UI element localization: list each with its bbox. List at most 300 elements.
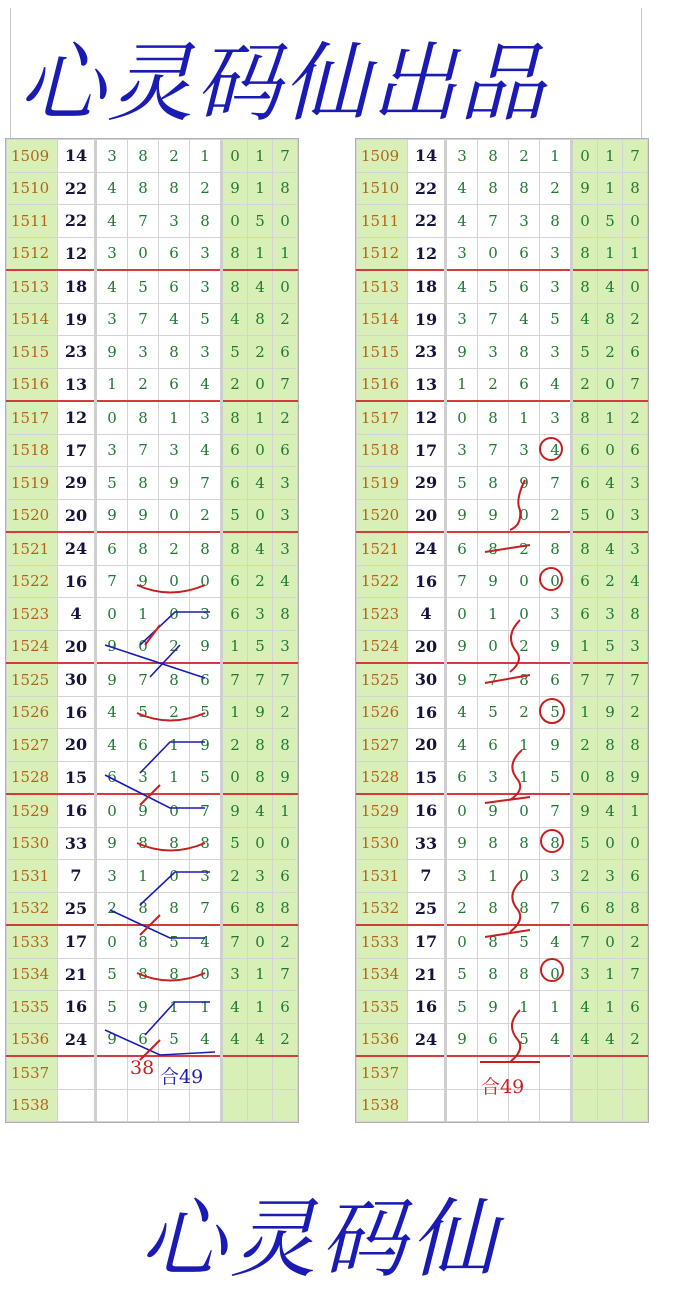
extra-cell: 9 <box>273 761 298 794</box>
extra-cell: 8 <box>222 401 248 434</box>
digit-cell: 0 <box>128 237 159 270</box>
red-arc-1534 <box>137 973 205 981</box>
digit-cell: 0 <box>159 860 190 893</box>
digit-cell: 7 <box>128 663 159 696</box>
digit-cell: 3 <box>446 237 478 270</box>
extra-cell: 0 <box>273 205 298 238</box>
extra-cell: 9 <box>222 794 248 827</box>
digit-cell: 8 <box>509 958 540 991</box>
extra-cell: 7 <box>273 140 298 173</box>
digit-cell: 9 <box>446 630 478 663</box>
digit-cell: 3 <box>540 401 572 434</box>
digit-cell: 9 <box>190 630 222 663</box>
extra-cell: 0 <box>222 205 248 238</box>
issue-cell: 1532 <box>357 892 408 925</box>
extra-cell: 6 <box>273 336 298 369</box>
extra-cell: 6 <box>572 434 598 467</box>
issue-cell: 1515 <box>357 336 408 369</box>
extra-cell: 2 <box>222 860 248 893</box>
digit-cell: 9 <box>446 827 478 860</box>
extra-cell: 1 <box>222 696 248 729</box>
extra-cell: 4 <box>222 1023 248 1056</box>
digit-cell: 9 <box>96 630 128 663</box>
extra-cell: 0 <box>623 827 648 860</box>
digit-cell: 2 <box>159 696 190 729</box>
extra-cell: 7 <box>623 140 648 173</box>
extra-cell: 8 <box>248 761 273 794</box>
extra-cell: 7 <box>598 663 623 696</box>
digit-cell: 5 <box>540 761 572 794</box>
digit-cell: 7 <box>540 892 572 925</box>
extra-cell: 7 <box>623 368 648 401</box>
extra-cell: 6 <box>623 336 648 369</box>
digit-cell: 9 <box>446 499 478 532</box>
digit-cell: 6 <box>159 237 190 270</box>
sum-cell: 19 <box>58 303 96 336</box>
digit-cell: 9 <box>128 991 159 1024</box>
extra-cell: 8 <box>222 237 248 270</box>
extra-cell: 1 <box>572 696 598 729</box>
digit-cell: 9 <box>128 565 159 598</box>
digit-cell: 8 <box>128 140 159 173</box>
digit-cell: 6 <box>509 237 540 270</box>
extra-cell: 4 <box>273 565 298 598</box>
sum-cell: 25 <box>58 892 96 925</box>
extra-cell: 8 <box>248 729 273 762</box>
sum-cell: 20 <box>58 630 96 663</box>
extra-cell: 8 <box>273 729 298 762</box>
digit-cell: 3 <box>509 434 540 467</box>
digit-cell: 8 <box>128 401 159 434</box>
digit-cell: 0 <box>446 794 478 827</box>
digit-cell: 9 <box>446 1023 478 1056</box>
digit-cell: 3 <box>446 434 478 467</box>
digit-cell: 3 <box>96 237 128 270</box>
extra-cell: 7 <box>222 663 248 696</box>
extra-cell: 5 <box>572 499 598 532</box>
red-curve-1535 <box>510 1010 520 1062</box>
digit-cell: 3 <box>190 401 222 434</box>
digit-cell: 8 <box>159 172 190 205</box>
digit-cell: 8 <box>128 827 159 860</box>
digit-cell: 3 <box>446 140 478 173</box>
extra-cell: 2 <box>623 925 648 958</box>
extra-cell: 1 <box>248 172 273 205</box>
extra-cell: 9 <box>598 696 623 729</box>
digit-cell: 7 <box>478 205 509 238</box>
digit-cell: 4 <box>540 368 572 401</box>
digit-cell: 1 <box>190 991 222 1024</box>
issue-cell: 1533 <box>7 925 58 958</box>
red-circle-1526 <box>540 699 564 723</box>
digit-cell: 1 <box>509 991 540 1024</box>
digit-cell: 2 <box>446 892 478 925</box>
extra-cell: 2 <box>598 565 623 598</box>
extra-cell: 4 <box>222 991 248 1024</box>
extra-cell: 1 <box>598 401 623 434</box>
digit-cell: 6 <box>540 663 572 696</box>
extra-cell: 1 <box>598 237 623 270</box>
extra-cell: 2 <box>623 696 648 729</box>
sum-cell: 22 <box>408 172 446 205</box>
sum-cell: 16 <box>58 565 96 598</box>
extra-cell: 9 <box>623 761 648 794</box>
sum-cell: 13 <box>408 368 446 401</box>
sum-cell: 22 <box>58 172 96 205</box>
extra-cell: 4 <box>572 1023 598 1056</box>
red-arc-1530 <box>137 843 205 851</box>
blue-line-1523 <box>140 612 210 645</box>
extra-cell: 7 <box>273 368 298 401</box>
sum-cell: 20 <box>58 729 96 762</box>
sum-cell: 17 <box>408 925 446 958</box>
extra-cell: 6 <box>572 467 598 500</box>
digit-cell: 8 <box>159 336 190 369</box>
sum-cell: 21 <box>58 958 96 991</box>
red-curve-1529 <box>485 797 530 803</box>
digit-cell: 7 <box>540 794 572 827</box>
sum-cell: 18 <box>58 270 96 303</box>
digit-cell: 8 <box>509 336 540 369</box>
sum-cell: 23 <box>408 336 446 369</box>
digit-cell: 3 <box>478 336 509 369</box>
digit-cell: 6 <box>509 368 540 401</box>
digit-cell: 0 <box>96 401 128 434</box>
digit-cell: 3 <box>190 336 222 369</box>
extra-cell: 4 <box>222 303 248 336</box>
digit-cell: 1 <box>96 368 128 401</box>
digit-cell: 4 <box>446 205 478 238</box>
digit-cell: 0 <box>159 794 190 827</box>
extra-cell: 0 <box>572 140 598 173</box>
issue-cell: 1520 <box>7 499 58 532</box>
digit-cell: 9 <box>159 467 190 500</box>
sum-cell: 20 <box>58 499 96 532</box>
issue-cell: 1516 <box>7 368 58 401</box>
left-blue-note: 合49 <box>160 1066 204 1088</box>
extra-cell: 5 <box>222 827 248 860</box>
digit-cell: 0 <box>446 925 478 958</box>
sum-cell: 22 <box>58 205 96 238</box>
digit-cell: 8 <box>540 205 572 238</box>
issue-cell: 1512 <box>357 237 408 270</box>
digit-cell: 7 <box>128 303 159 336</box>
extra-cell: 4 <box>598 532 623 565</box>
issue-cell: 1517 <box>7 401 58 434</box>
sum-cell: 7 <box>408 860 446 893</box>
digit-cell: 6 <box>128 1023 159 1056</box>
extra-cell: 1 <box>598 991 623 1024</box>
extra-cell: 6 <box>623 991 648 1024</box>
digit-cell: 9 <box>96 499 128 532</box>
issue-cell: 1511 <box>7 205 58 238</box>
sum-cell: 33 <box>408 827 446 860</box>
extra-cell: 7 <box>222 925 248 958</box>
sum-cell: 24 <box>408 1023 446 1056</box>
extra-cell: 8 <box>572 401 598 434</box>
digit-cell: 0 <box>509 794 540 827</box>
digit-cell: 9 <box>478 499 509 532</box>
sum-cell: 16 <box>408 794 446 827</box>
extra-cell: 7 <box>248 663 273 696</box>
digit-cell: 8 <box>478 140 509 173</box>
extra-cell: 0 <box>222 140 248 173</box>
extra-cell: 5 <box>222 499 248 532</box>
digit-cell: 3 <box>540 336 572 369</box>
extra-cell: 5 <box>598 205 623 238</box>
digit-cell: 0 <box>446 598 478 631</box>
extra-cell: 9 <box>572 794 598 827</box>
digit-cell: 7 <box>540 467 572 500</box>
sum-cell: 20 <box>408 630 446 663</box>
sum-cell: 16 <box>58 794 96 827</box>
digit-cell: 8 <box>540 827 572 860</box>
red-arc-1526 <box>137 713 205 721</box>
sum-cell: 13 <box>58 368 96 401</box>
digit-cell: 5 <box>96 991 128 1024</box>
extra-cell: 5 <box>248 630 273 663</box>
extra-cell: 9 <box>248 696 273 729</box>
digit-cell: 8 <box>509 663 540 696</box>
digit-cell: 3 <box>446 303 478 336</box>
sum-cell: 25 <box>408 892 446 925</box>
sum-cell: 24 <box>58 532 96 565</box>
digit-cell: 2 <box>509 696 540 729</box>
blue-line-1536 <box>105 1030 215 1055</box>
extra-cell: 3 <box>598 860 623 893</box>
digit-cell: 3 <box>159 205 190 238</box>
digit-cell: 2 <box>509 630 540 663</box>
digit-cell: 3 <box>190 237 222 270</box>
digit-cell: 8 <box>159 892 190 925</box>
sum-cell: 4 <box>408 598 446 631</box>
extra-cell: 1 <box>598 958 623 991</box>
issue-cell: 1516 <box>357 368 408 401</box>
issue-cell: 1524 <box>357 630 408 663</box>
red-circle-1530 <box>541 830 563 852</box>
extra-cell: 3 <box>273 532 298 565</box>
digit-cell: 1 <box>478 860 509 893</box>
digit-cell: 2 <box>478 368 509 401</box>
red-curve-1521 <box>485 545 530 552</box>
digit-cell: 5 <box>190 761 222 794</box>
digit-cell: 2 <box>190 499 222 532</box>
digit-cell: 9 <box>478 991 509 1024</box>
sum-cell: 17 <box>58 434 96 467</box>
extra-cell: 3 <box>273 499 298 532</box>
issue-cell: 1518 <box>357 434 408 467</box>
issue-cell: 1535 <box>7 991 58 1024</box>
extra-cell: 0 <box>623 205 648 238</box>
extra-cell: 1 <box>273 794 298 827</box>
digit-cell: 9 <box>446 663 478 696</box>
red-circle-1534 <box>541 959 563 981</box>
extra-cell: 2 <box>248 565 273 598</box>
digit-cell: 5 <box>478 696 509 729</box>
extra-cell: 3 <box>273 630 298 663</box>
issue-cell: 1528 <box>7 761 58 794</box>
extra-cell: 3 <box>598 598 623 631</box>
digit-cell: 4 <box>190 368 222 401</box>
extra-cell: 0 <box>598 368 623 401</box>
extra-cell: 1 <box>222 630 248 663</box>
issue-cell: 1521 <box>357 532 408 565</box>
digit-cell: 8 <box>128 958 159 991</box>
digit-cell: 1 <box>540 140 572 173</box>
digit-cell: 1 <box>159 761 190 794</box>
extra-cell: 8 <box>222 270 248 303</box>
extra-cell: 8 <box>273 892 298 925</box>
extra-cell: 6 <box>623 860 648 893</box>
issue-cell: 1527 <box>7 729 58 762</box>
digit-cell: 0 <box>478 630 509 663</box>
digit-cell: 2 <box>509 532 540 565</box>
digit-cell: 0 <box>540 565 572 598</box>
digit-cell: 8 <box>478 892 509 925</box>
extra-cell: 3 <box>572 958 598 991</box>
extra-cell: 4 <box>248 794 273 827</box>
sum-cell: 29 <box>408 467 446 500</box>
red-curve-1531 <box>510 880 522 932</box>
extra-cell: 1 <box>248 991 273 1024</box>
digit-cell: 5 <box>446 958 478 991</box>
digit-cell: 5 <box>540 303 572 336</box>
digit-cell: 4 <box>540 434 572 467</box>
digit-cell: 2 <box>128 368 159 401</box>
extra-cell: 4 <box>598 794 623 827</box>
sum-cell: 16 <box>58 991 96 1024</box>
sum-cell: 22 <box>408 205 446 238</box>
digit-cell: 6 <box>128 729 159 762</box>
digit-cell: 9 <box>509 467 540 500</box>
sum-cell: 19 <box>408 303 446 336</box>
issue-cell: 1537 <box>7 1056 58 1089</box>
extra-cell: 2 <box>572 368 598 401</box>
red-circle-1522 <box>540 568 562 590</box>
sum-cell: 24 <box>58 1023 96 1056</box>
issue-cell: 1523 <box>357 598 408 631</box>
red-curve-1527 <box>510 750 522 800</box>
right-red-note: 合49 <box>481 1076 525 1098</box>
issue-cell: 1530 <box>7 827 58 860</box>
digit-cell: 8 <box>478 958 509 991</box>
sum-cell: 12 <box>58 401 96 434</box>
extra-cell: 4 <box>248 270 273 303</box>
sum-cell: 12 <box>408 237 446 270</box>
extra-cell: 0 <box>572 761 598 794</box>
top-title: 心灵码仙出品 <box>19 34 547 134</box>
extra-cell: 5 <box>572 827 598 860</box>
sum-cell: 29 <box>58 467 96 500</box>
digit-cell: 8 <box>159 663 190 696</box>
extra-cell: 9 <box>572 172 598 205</box>
digit-cell: 1 <box>509 761 540 794</box>
extra-cell: 0 <box>273 270 298 303</box>
extra-cell: 6 <box>623 434 648 467</box>
digit-cell: 0 <box>509 860 540 893</box>
digit-cell: 7 <box>190 467 222 500</box>
digit-cell: 7 <box>190 794 222 827</box>
issue-cell: 1531 <box>357 860 408 893</box>
extra-cell: 5 <box>598 630 623 663</box>
sum-cell: 7 <box>58 860 96 893</box>
sum-cell: 14 <box>408 140 446 173</box>
extra-cell: 1 <box>248 237 273 270</box>
sum-cell: 21 <box>408 958 446 991</box>
digit-cell: 0 <box>446 401 478 434</box>
digit-cell: 8 <box>478 401 509 434</box>
extra-cell: 8 <box>598 761 623 794</box>
issue-cell: 1510 <box>357 172 408 205</box>
digit-cell: 2 <box>540 499 572 532</box>
digit-cell: 2 <box>96 892 128 925</box>
issue-cell: 1535 <box>357 991 408 1024</box>
digit-cell: 1 <box>159 991 190 1024</box>
extra-cell: 4 <box>623 565 648 598</box>
digit-cell: 0 <box>509 565 540 598</box>
blue-line-1527 <box>140 742 205 773</box>
issue-cell: 1513 <box>7 270 58 303</box>
extra-cell: 0 <box>623 270 648 303</box>
issue-cell: 1531 <box>7 860 58 893</box>
digit-cell: 3 <box>509 205 540 238</box>
issue-cell: 1510 <box>7 172 58 205</box>
digit-cell: 5 <box>96 958 128 991</box>
digit-cell: 6 <box>159 368 190 401</box>
digit-cell: 7 <box>446 565 478 598</box>
digit-cell: 0 <box>190 565 222 598</box>
digit-cell: 3 <box>96 860 128 893</box>
extra-cell: 8 <box>623 598 648 631</box>
red-arc-1524 <box>145 625 160 645</box>
sum-cell: 24 <box>408 532 446 565</box>
extra-cell: 8 <box>248 892 273 925</box>
blue-line-1528 <box>105 775 205 808</box>
extra-cell: 2 <box>273 1023 298 1056</box>
extra-cell: 3 <box>623 467 648 500</box>
issue-cell: 1526 <box>7 696 58 729</box>
issue-cell: 1536 <box>357 1023 408 1056</box>
extra-cell: 2 <box>572 729 598 762</box>
extra-cell: 0 <box>222 761 248 794</box>
blue-line-1524 <box>105 645 205 678</box>
extra-cell: 0 <box>273 827 298 860</box>
issue-cell: 1512 <box>7 237 58 270</box>
digit-cell: 7 <box>478 434 509 467</box>
digit-cell: 7 <box>128 434 159 467</box>
digit-cell: 4 <box>96 270 128 303</box>
extra-cell: 6 <box>222 598 248 631</box>
extra-cell: 2 <box>273 696 298 729</box>
digit-cell: 1 <box>540 991 572 1024</box>
sum-cell: 33 <box>58 827 96 860</box>
red-circle-1518 <box>540 438 562 460</box>
extra-cell: 6 <box>572 598 598 631</box>
extra-cell: 8 <box>623 172 648 205</box>
right-red-marks <box>480 438 564 1062</box>
extra-cell: 4 <box>598 467 623 500</box>
red-curve-1533 <box>485 930 530 937</box>
digit-cell: 8 <box>128 892 159 925</box>
extra-cell: 1 <box>598 140 623 173</box>
extra-cell: 6 <box>572 892 598 925</box>
digit-cell: 6 <box>478 1023 509 1056</box>
digit-cell: 4 <box>96 729 128 762</box>
extra-cell: 4 <box>572 303 598 336</box>
extra-cell: 7 <box>623 958 648 991</box>
issue-cell: 1525 <box>7 663 58 696</box>
digit-cell: 5 <box>96 467 128 500</box>
